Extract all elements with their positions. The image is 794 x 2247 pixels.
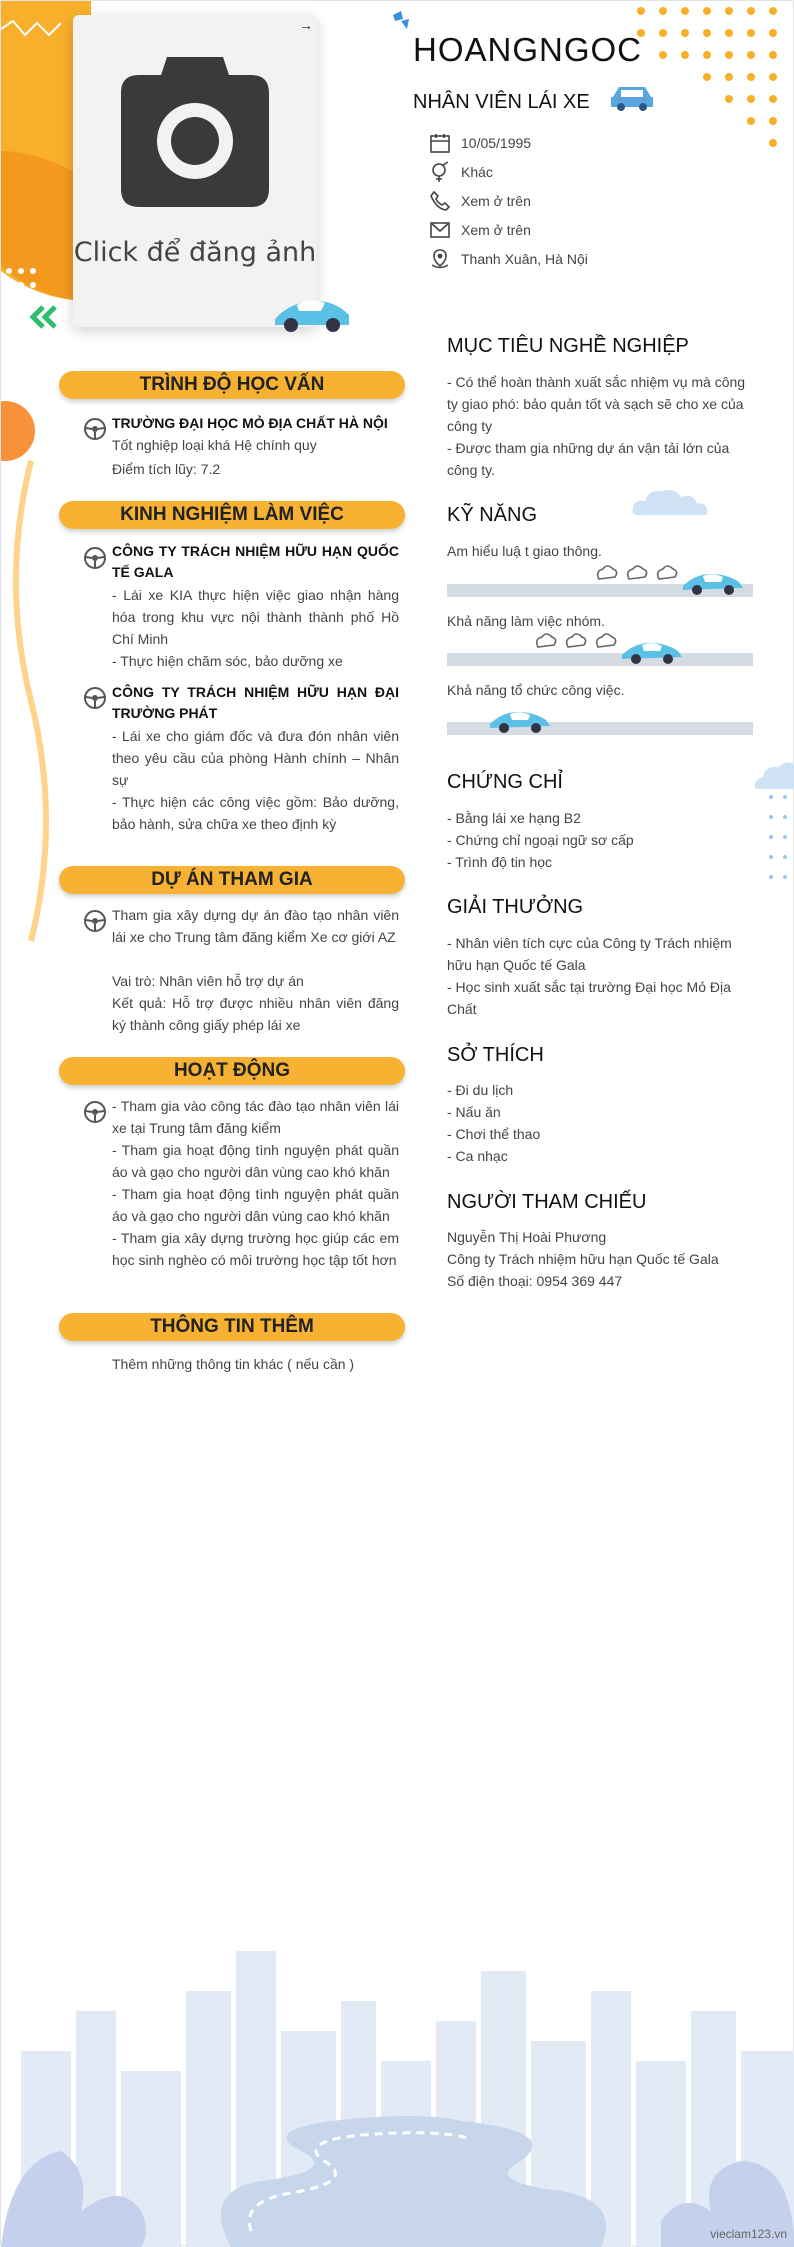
reference-line: Số điện thoại: 0954 369 447 (447, 1273, 623, 1289)
award-line: - Nhân viên tích cực của Công ty Trách nhiệm hữu hạn Quốc tế Gala (447, 935, 732, 973)
project-line: Vai trò: Nhân viên hỗ trợ dự án (112, 973, 304, 989)
certificate-line: - Trình độ tin học (447, 854, 553, 870)
job-desc: - Lái xe KIA thực hiện việc giao nhận hàng hóa trong khu vực nội thành thành phố Hồ Chí Minh (112, 587, 399, 647)
cloud-decoration (753, 755, 794, 791)
arrow-right-icon: → (299, 17, 313, 33)
phone-icon (429, 190, 451, 212)
car-icon (609, 83, 655, 113)
info-phone (429, 190, 531, 212)
info-gender (429, 161, 493, 183)
activities-heading: HOẠT ĐỘNG (59, 1057, 405, 1085)
avatar-upload[interactable] (73, 15, 317, 327)
decor-wave-line (1, 401, 61, 961)
objective-line: - Có thể hoàn thành xuất sắc nhiệm vụ mà công ty giao phó: bảo quản tốt và sạch sẽ cho xe của công ty (447, 374, 746, 434)
activity-line: - Tham gia hoạt động tình nguyện phát quần áo và gạo cho người dân vùng cao khó khăn (112, 1186, 399, 1224)
camera-icon (121, 57, 269, 207)
phone-text: Xem ở trên (461, 193, 531, 209)
objective-heading: MỤC TIÊU NGHỀ NGHIỆP (447, 335, 689, 357)
steering-wheel-icon (83, 686, 107, 710)
mail-icon (429, 219, 451, 241)
education-school: TRƯỜNG ĐẠI HỌC MỎ ĐỊA CHẤT HÀ NỘI (112, 415, 388, 431)
steering-wheel-icon (83, 909, 107, 933)
extra-heading: THÔNG TIN THÊM (59, 1313, 405, 1341)
location-icon (429, 248, 451, 270)
skill-car-icon (488, 704, 552, 734)
city-skyline-illustration (1, 1931, 794, 2247)
education-line: Điểm tích lũy: 7.2 (112, 461, 221, 477)
gender-icon (429, 161, 451, 183)
footer-brand: vieclam123.vn (710, 2227, 787, 2241)
info-address (429, 248, 588, 270)
education-line: Tốt nghiệp loại khá Hệ chính quy (112, 437, 317, 453)
exhaust-smoke-icon (534, 629, 620, 655)
job-desc: - Thực hiện các công việc gồm: Bảo dưỡng, bảo hành, sửa chữa xe theo định kỳ (112, 794, 399, 832)
steering-wheel-icon (83, 546, 107, 570)
decor-blue-dots (763, 791, 793, 891)
hobby-line: - Ca nhạc (447, 1148, 508, 1164)
job-desc: - Lái xe cho giám đốc và đưa đón nhân viên theo yêu cầu của phòng Hành chính – Nhân sự (112, 728, 399, 788)
job-company: CÔNG TY TRÁCH NHIỆM HỮU HẠN QUỐC TẾ GALA (112, 543, 399, 580)
sports-car-illustration (271, 289, 353, 335)
reference-line: Nguyễn Thị Hoài Phương (447, 1229, 607, 1245)
info-birthdate (429, 132, 531, 154)
certificate-line: - Bằng lái xe hạng B2 (447, 810, 581, 826)
activity-line: - Tham gia vào công tác đào tạo nhân viên lái xe tại Trung tâm đăng kiểm (112, 1098, 399, 1136)
info-email (429, 219, 531, 241)
award-line: - Học sinh xuất sắc tại trường Đại học Mỏ Địa Chất (447, 979, 731, 1017)
address-text: Thanh Xuân, Hà Nội (461, 251, 588, 267)
skill-label: Am hiểu luậ t giao thông. (447, 543, 602, 559)
upload-photo-label: Click để đăng ảnh (73, 237, 317, 268)
skill-label: Khả năng làm việc nhóm. (447, 613, 605, 629)
awards-heading: GIẢI THƯỞNG (447, 896, 584, 918)
certificates-heading: CHỨNG CHỈ (447, 771, 563, 793)
experience-heading: KINH NGHIỆM LÀM VIỆC (59, 501, 405, 529)
hobby-line: - Chơi thể thao (447, 1126, 541, 1142)
job-company: CÔNG TY TRÁCH NHIỆM HỮU HẠN ĐẠI TRƯỜNG PHÁT (112, 684, 399, 721)
hobby-line: - Nấu ăn (447, 1104, 501, 1120)
cloud-decoration (631, 487, 709, 517)
skill-car-icon (681, 566, 745, 596)
objective-line: - Được tham gia những dự án vận tải lớn của công ty. (447, 440, 730, 478)
birthdate-text: 10/05/1995 (461, 135, 532, 151)
skills-heading: KỸ NĂNG (447, 504, 538, 526)
skill-label: Khả năng tổ chức công việc. (447, 682, 625, 698)
steering-wheel-icon (83, 417, 107, 441)
project-line: Tham gia xây dựng dự án đào tạo nhân viên lái xe cho Trung tâm đăng kiểm Xe cơ giới AZ (112, 907, 399, 945)
hobby-line: - Đi du lịch (447, 1082, 514, 1098)
activity-line: - Tham gia hoạt động tình nguyện phát quần áo và gạo cho người dân vùng cao khó khăn (112, 1142, 399, 1180)
skill-car-icon (620, 635, 684, 665)
activity-line: - Tham gia xây dựng trường học giúp các em học sinh nghèo có môi trường học tập tốt hơn (112, 1230, 399, 1268)
email-text: Xem ở trên (461, 222, 531, 238)
candidate-name: HOANGNGOC (413, 31, 643, 68)
steering-wheel-icon (83, 1100, 107, 1124)
project-line: Kết quả: Hỗ trợ được nhiều nhân viên đăng ký thành công giấy phép lái xe (112, 995, 399, 1033)
calendar-icon (429, 132, 451, 154)
job-desc: - Thực hiện chăm sóc, bảo dưỡng xe (112, 653, 343, 669)
extra-text: Thêm những thông tin khác ( nếu cần ) (112, 1356, 355, 1372)
projects-heading: DỰ ÁN THAM GIA (59, 866, 405, 894)
references-heading: NGƯỜI THAM CHIẾU (447, 1191, 647, 1213)
gender-text: Khác (461, 164, 493, 180)
reference-line: Công ty Trách nhiệm hữu hạn Quốc tế Gala (447, 1251, 719, 1267)
exhaust-smoke-icon (595, 561, 681, 587)
brand-mark-icon (391, 9, 413, 31)
hobbies-heading: SỞ THÍCH (447, 1044, 544, 1066)
job-title: NHÂN VIÊN LÁI XE (413, 91, 590, 113)
education-heading: TRÌNH ĐỘ HỌC VẤN (59, 371, 405, 399)
certificate-line: - Chứng chỉ ngoại ngữ sơ cấp (447, 832, 634, 848)
